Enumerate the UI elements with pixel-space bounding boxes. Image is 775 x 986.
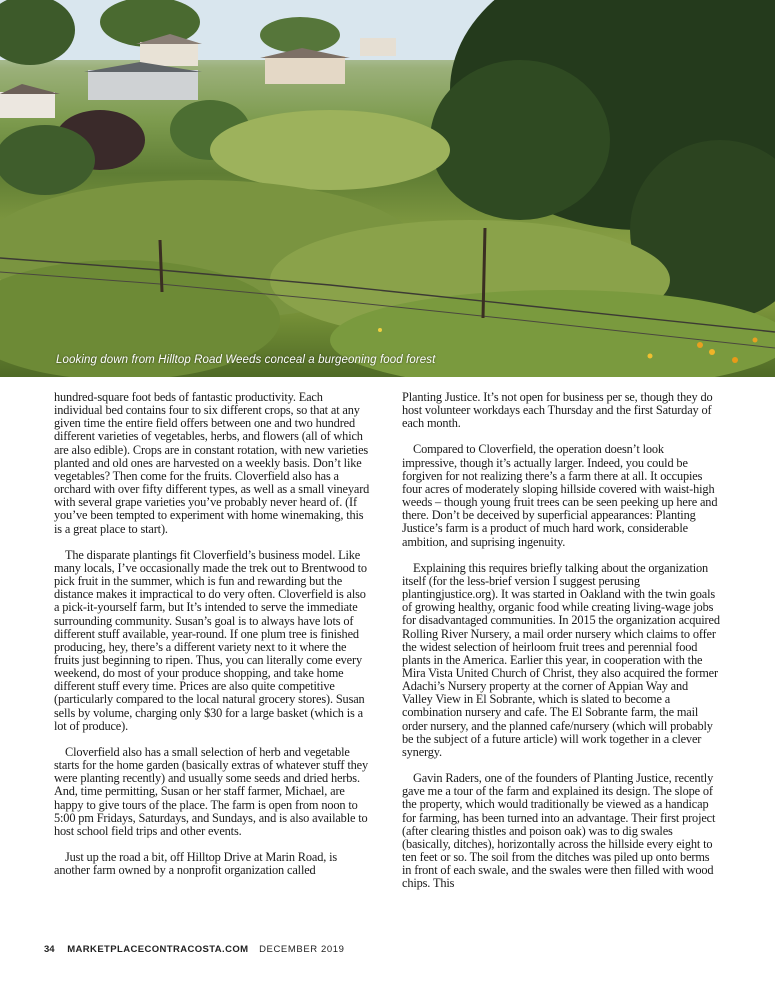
footer-site: MARKETPLACECONTRACOSTA.COM <box>67 944 249 955</box>
article-paragraph: Explaining this requires briefly talking about the organization itself (for the less-brief version I suggest perusing plantingjustice.org). It was started in Oakland with the twin goals of growing healthy, organic food while creating living-wage jobs for disadvantaged communities. In 2015 the organization acquired Rolling River Nursery, a mail order nursery which claims to offer the widest selection of heirloom fruit trees and perennial food plants in the America. Earlier this year, in cooperation with the Mira Vista United Church of Christ, they also acquired the former Adachi’s Nursery property at the corner of Appian Way and Valley View in El Sobrante, which is slated to become a combination nursery and cafe. The El Sobrante farm, the mail order nursery, and the planned cafe/nursery (which will probably be the subject of a future article) will work together in a clever synergy. <box>402 560 720 759</box>
article-paragraph: Planting Justice. It’s not open for business per se, though they do host volunteer workdays each Thursday and the first Saturday of each month. <box>402 390 713 431</box>
article-paragraph: The disparate plantings fit Cloverfield’s business model. Like many locals, I’ve occasionally made the trek out to Brentwood to pick fruit in the summer, which is fun and rewarding but the distance makes it impractical to do very often. Cloverfield is also a pick-it-yourself farm, but It’s intended to serve the immediate surrounding community. Susan’s goal is to always have lots of different stuff available, year-round. If one plum tree is finished producing, hey, there’s a different variety next to it where the fruits just beginning to ripen. Thus, you can literally come every weekend, do most of your produce shopping, and take home different stuff every time. Prices are also quite competitive (particularly compared to the local natural grocery stores). Susan sells by volume, charging only $30 for a large basket (which is a lot of produce). <box>54 547 367 733</box>
article-paragraph: hundred-square foot beds of fantastic productivity. Each individual bed contains four to six different crops, so that at any given time the entire field offers between one and two hundred different varieties of vegetables, herbs, and flowers (all of which are also edible). Crops are in constant rotation, with new varieties planted and old ones are harvested on a weekly basis. Don’t like vegetables? Then come for the fruits. Cloverfield also has a orchard with over fifty different types, as well as a small vineyard with several grape varieties you’ve probably never heard of. (If you’ve been tempted to experiment with home winemaking, this is a great place to start). <box>54 390 370 536</box>
article-paragraph: Just up the road a bit, off Hilltop Drive at Marin Road, is another farm owned by a nonprofit organization called <box>54 850 338 878</box>
article-paragraph: Compared to Cloverfield, the operation doesn’t look impressive, though it’s actually larger. Indeed, you could be forgiven for not realizing there’s a farm there at all. It occupies four acres of moderately sloping hillside covered with waist-high weeds – though young fruit trees can be seen peeking up here and there. Don’t be deceived by superficial appearances: Planting Justice’s farm is a product of much hard work, considerable ambition, and suprising ingenuity. <box>402 442 718 549</box>
article-column-right <box>402 391 720 903</box>
footer-date: DECEMBER 2019 <box>259 944 345 955</box>
hillside-photo-illustration <box>0 0 775 377</box>
photo-caption: Looking down from Hilltop Road Weeds conceal a burgeoning food forest <box>56 354 436 366</box>
page-footer <box>44 944 345 955</box>
hillside-photo <box>0 0 775 377</box>
page-number: 34 <box>44 944 55 955</box>
article-paragraph: Cloverfield also has a small selection of herb and vegetable starts for the home garden (basically extras of whatever stuff they were planting recently) and usually some seeds and dried herbs. And, time permitting, Susan or her staff farmer, Michael, are happy to give tours of the place. The farm is open from noon to 5:00 pm Fridays, Saturdays, and Sundays, and is also available to host school field trips and other events. <box>54 744 368 838</box>
article-column-left <box>54 391 372 890</box>
article-paragraph: Gavin Raders, one of the founders of Planting Justice, recently gave me a tour of the farm and explained its design. The slope of the property, which would traditionally be viewed as a handicap for farming, has been turned into an advantage. Their first project (after clearing thistles and poison oak) was to dig swales (basically, ditches), horizontally across the hillside every eight to ten feet or so. The soil from the ditches was piled up onto berms in front of each swale, and the swales were then filled with wood chips. This <box>402 771 716 891</box>
